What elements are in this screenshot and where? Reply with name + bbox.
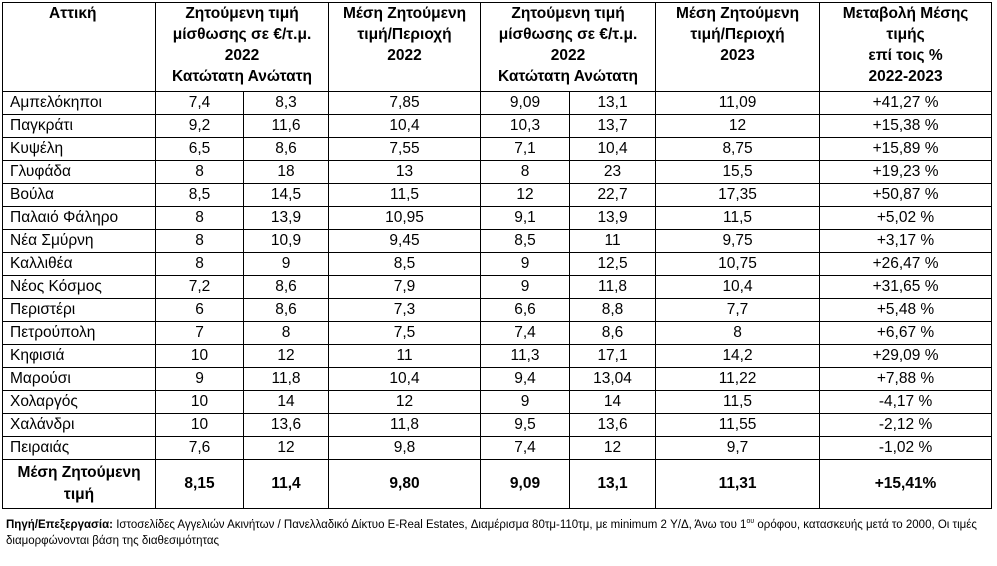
cell-max-2023: 8,8: [570, 299, 656, 322]
cell-avg-2023: 17,35: [656, 184, 820, 207]
cell-avg-2022: 7,5: [329, 322, 481, 345]
cell-change-pct: +31,65 %: [820, 276, 992, 299]
cell-min-2022: 10: [156, 414, 244, 437]
cell-min-2022: 8: [156, 207, 244, 230]
source-note: [6, 517, 991, 549]
cell-min-2022: 10: [156, 391, 244, 414]
cell-max-2023: 13,6: [570, 414, 656, 437]
cell-min-2022: 8: [156, 230, 244, 253]
table-row: [3, 322, 992, 345]
cell-avg-2022: 9,8: [329, 437, 481, 460]
table-row: [3, 345, 992, 368]
cell-change-pct: -4,17 %: [820, 391, 992, 414]
cell-max-2022: 8,6: [244, 276, 329, 299]
cell-min-2022: 9: [156, 368, 244, 391]
cell-min-2022: 8: [156, 253, 244, 276]
cell-avg-2022: 9,45: [329, 230, 481, 253]
cell-change-pct: +5,48 %: [820, 299, 992, 322]
cell-max-2022: 13,9: [244, 207, 329, 230]
rent-prices-table: [2, 2, 992, 509]
source-text-1: Ιστοσελίδες Αγγελιών Ακινήτων / Πανελλαδικό Δίκτυο E-Real Estates, Διαμέρισμα 80τμ-110τμ, με minimum 2 Υ/Δ, Άνω του 1: [113, 519, 747, 531]
cell-change-pct: +26,47 %: [820, 253, 992, 276]
cell-area-name: Περιστέρι: [3, 299, 156, 322]
cell-min-2023: 7,1: [481, 138, 570, 161]
cell-max-2023: 13,9: [570, 207, 656, 230]
summary-label: Μέση Ζητούμενη τιμή: [3, 460, 156, 509]
cell-avg-2022: 10,4: [329, 115, 481, 138]
cell-avg-2022: 7,85: [329, 92, 481, 115]
cell-avg-2023: 11,22: [656, 368, 820, 391]
cell-avg-2023: 15,5: [656, 161, 820, 184]
cell-min-2023: 9,1: [481, 207, 570, 230]
cell-avg-2022: 12: [329, 391, 481, 414]
cell-avg-2022: 10,95: [329, 207, 481, 230]
cell-area-name: Αμπελόκηποι: [3, 92, 156, 115]
cell-max-2023: 14: [570, 391, 656, 414]
cell-avg-2023: 7,7: [656, 299, 820, 322]
cell-min-2022: 8,5: [156, 184, 244, 207]
cell-max-2022: 8,3: [244, 92, 329, 115]
cell-avg-2023: 8,75: [656, 138, 820, 161]
cell-max-2023: 17,1: [570, 345, 656, 368]
cell-avg-2023: 9,75: [656, 230, 820, 253]
source-superscript: ου: [746, 518, 755, 526]
cell-max-2022: 18: [244, 161, 329, 184]
cell-max-2023: 22,7: [570, 184, 656, 207]
cell-avg-2023: 14,2: [656, 345, 820, 368]
cell-avg-2022: 7,55: [329, 138, 481, 161]
cell-min-2023: 7,4: [481, 437, 570, 460]
cell-min-2022: 10: [156, 345, 244, 368]
cell-area-name: Καλλιθέα: [3, 253, 156, 276]
cell-change-pct: +7,88 %: [820, 368, 992, 391]
cell-area-name: Νέος Κόσμος: [3, 276, 156, 299]
cell-min-2023: 9: [481, 253, 570, 276]
cell-max-2023: 12,5: [570, 253, 656, 276]
cell-max-2023: 13,7: [570, 115, 656, 138]
table-row: [3, 207, 992, 230]
cell-change-pct: +50,87 %: [820, 184, 992, 207]
table-row: [3, 138, 992, 161]
cell-change-pct: +15,38 %: [820, 115, 992, 138]
cell-max-2022: 8: [244, 322, 329, 345]
table-row: [3, 437, 992, 460]
cell-max-2022: 12: [244, 345, 329, 368]
cell-max-2022: 11,6: [244, 115, 329, 138]
cell-avg-2022: 11,8: [329, 414, 481, 437]
header-asked-2022: Ζητούμενη τιμή μίσθωσης σε €/τ.μ. 2022 Κατώτατη Ανώτατη: [156, 3, 329, 92]
cell-avg-2022: 8,5: [329, 253, 481, 276]
table-row: [3, 161, 992, 184]
cell-area-name: Βούλα: [3, 184, 156, 207]
cell-change-pct: +15,89 %: [820, 138, 992, 161]
table-row: [3, 115, 992, 138]
table-row: [3, 230, 992, 253]
cell-min-2022: 8: [156, 161, 244, 184]
table-row: [3, 414, 992, 437]
cell-max-2023: 13,1: [570, 92, 656, 115]
cell-max-2022: 12: [244, 437, 329, 460]
cell-min-2022: 7: [156, 322, 244, 345]
cell-change-pct: +19,23 %: [820, 161, 992, 184]
cell-min-2022: 9,2: [156, 115, 244, 138]
cell-avg-2023: 9,7: [656, 437, 820, 460]
cell-area-name: Κηφισιά: [3, 345, 156, 368]
cell-max-2023: 8,6: [570, 322, 656, 345]
cell-max-2023: 12: [570, 437, 656, 460]
cell-avg-2022: 13: [329, 161, 481, 184]
cell-change-pct: +3,17 %: [820, 230, 992, 253]
table-row: [3, 253, 992, 276]
summary-change: +15,41%: [820, 460, 992, 509]
cell-change-pct: -2,12 %: [820, 414, 992, 437]
cell-area-name: Χαλάνδρι: [3, 414, 156, 437]
cell-max-2022: 10,9: [244, 230, 329, 253]
cell-min-2023: 9: [481, 391, 570, 414]
header-change: Μεταβολή Μέσης τιμής επί τοις % 2022-2023: [820, 3, 992, 92]
cell-avg-2022: 10,4: [329, 368, 481, 391]
cell-min-2023: 6,6: [481, 299, 570, 322]
header-row: [3, 3, 992, 92]
cell-min-2023: 10,3: [481, 115, 570, 138]
table-row: [3, 391, 992, 414]
summary-avg-2023: 11,31: [656, 460, 820, 509]
cell-area-name: Παγκράτι: [3, 115, 156, 138]
cell-min-2022: 6: [156, 299, 244, 322]
cell-avg-2022: 7,9: [329, 276, 481, 299]
cell-change-pct: -1,02 %: [820, 437, 992, 460]
cell-area-name: Νέα Σμύρνη: [3, 230, 156, 253]
cell-max-2023: 11,8: [570, 276, 656, 299]
cell-avg-2023: 11,09: [656, 92, 820, 115]
cell-area-name: Πειραιάς: [3, 437, 156, 460]
cell-avg-2022: 11: [329, 345, 481, 368]
table-row: [3, 368, 992, 391]
header-area: Αττική: [3, 3, 156, 92]
cell-min-2023: 11,3: [481, 345, 570, 368]
cell-min-2023: 9: [481, 276, 570, 299]
cell-avg-2023: 11,55: [656, 414, 820, 437]
summary-min-2022: 8,15: [156, 460, 244, 509]
cell-min-2023: 12: [481, 184, 570, 207]
cell-min-2023: 8,5: [481, 230, 570, 253]
cell-avg-2023: 11,5: [656, 391, 820, 414]
cell-avg-2023: 10,4: [656, 276, 820, 299]
summary-avg-2022: 9,80: [329, 460, 481, 509]
cell-max-2023: 11: [570, 230, 656, 253]
table-row: [3, 92, 992, 115]
cell-area-name: Πετρούπολη: [3, 322, 156, 345]
cell-avg-2023: 10,75: [656, 253, 820, 276]
cell-change-pct: +29,09 %: [820, 345, 992, 368]
cell-max-2022: 14,5: [244, 184, 329, 207]
cell-max-2022: 11,8: [244, 368, 329, 391]
cell-change-pct: +41,27 %: [820, 92, 992, 115]
cell-area-name: Γλυφάδα: [3, 161, 156, 184]
cell-min-2023: 9,5: [481, 414, 570, 437]
summary-max-2022: 11,4: [244, 460, 329, 509]
header-avg-2022: Μέση Ζητούμενη τιμή/Περιοχή 2022: [329, 3, 481, 92]
source-label: Πηγή/Επεξεργασία:: [6, 519, 113, 531]
cell-min-2022: 6,5: [156, 138, 244, 161]
cell-min-2023: 9,09: [481, 92, 570, 115]
cell-max-2022: 9: [244, 253, 329, 276]
cell-min-2022: 7,2: [156, 276, 244, 299]
summary-max-2023: 13,1: [570, 460, 656, 509]
cell-max-2022: 14: [244, 391, 329, 414]
cell-area-name: Παλαιό Φάληρο: [3, 207, 156, 230]
cell-change-pct: +6,67 %: [820, 322, 992, 345]
cell-avg-2022: 7,3: [329, 299, 481, 322]
cell-min-2022: 7,4: [156, 92, 244, 115]
header-asked-2023: Ζητούμενη τιμή μίσθωσης σε €/τ.μ. 2022 Κατώτατη Ανώτατη: [481, 3, 656, 92]
cell-max-2023: 13,04: [570, 368, 656, 391]
cell-min-2023: 7,4: [481, 322, 570, 345]
table-row: [3, 276, 992, 299]
cell-avg-2022: 11,5: [329, 184, 481, 207]
header-avg-2023: Μέση Ζητούμενη τιμή/Περιοχή 2023: [656, 3, 820, 92]
cell-min-2023: 8: [481, 161, 570, 184]
cell-min-2022: 7,6: [156, 437, 244, 460]
summary-min-2023: 9,09: [481, 460, 570, 509]
cell-area-name: Κυψέλη: [3, 138, 156, 161]
cell-max-2023: 10,4: [570, 138, 656, 161]
cell-avg-2023: 12: [656, 115, 820, 138]
table-row: [3, 184, 992, 207]
cell-area-name: Μαρούσι: [3, 368, 156, 391]
cell-avg-2023: 11,5: [656, 207, 820, 230]
cell-max-2022: 8,6: [244, 299, 329, 322]
table-row: [3, 299, 992, 322]
cell-avg-2023: 8: [656, 322, 820, 345]
source-text-2: ορόφου, κατασκευής μετά το 2000, Οι τιμές διαμορφώνονται βάση της διαθεσιμότητας: [6, 519, 977, 547]
cell-change-pct: +5,02 %: [820, 207, 992, 230]
cell-max-2022: 8,6: [244, 138, 329, 161]
cell-max-2022: 13,6: [244, 414, 329, 437]
summary-row: [3, 460, 992, 509]
cell-max-2023: 23: [570, 161, 656, 184]
cell-min-2023: 9,4: [481, 368, 570, 391]
cell-area-name: Χολαργός: [3, 391, 156, 414]
